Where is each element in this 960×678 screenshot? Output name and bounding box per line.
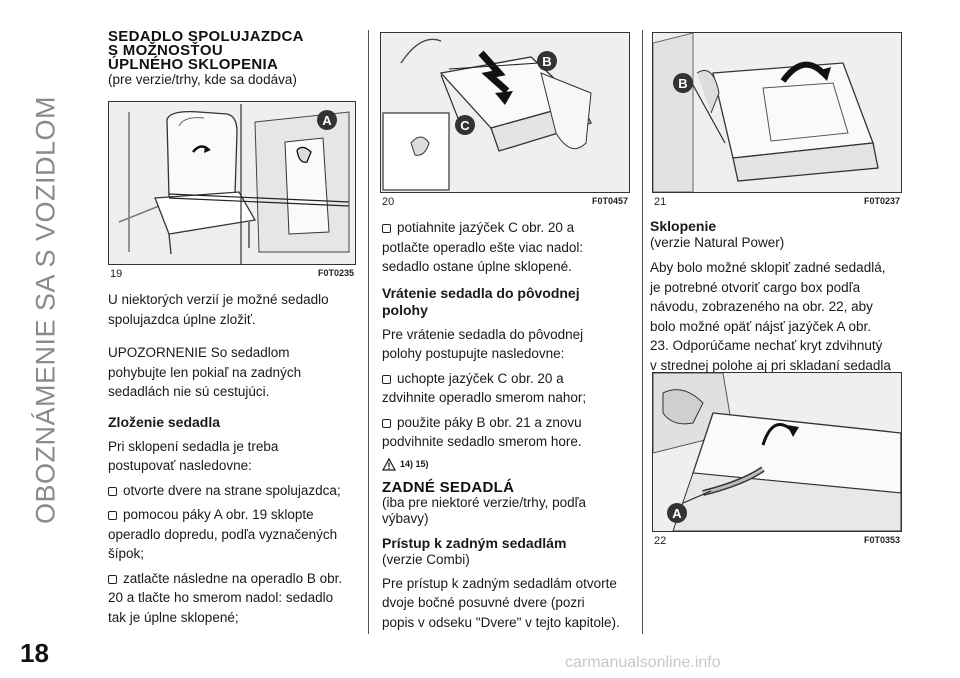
list-item: pomocou páky A obr. 19 sklopte	[108, 505, 366, 525]
side-chapter-title	[26, 30, 66, 590]
paragraph-line: v strednej polohe aj pri skladaní sedadla	[650, 357, 891, 373]
list-item: otvorte dvere na strane spolujazdca;	[108, 481, 366, 501]
list-item: zatlačte následne na operadlo B obr.	[108, 569, 366, 589]
section-heading-line: ÚPLNÉHO SKLOPENIA	[108, 56, 279, 73]
subsection-subtitle: (verzie Combi)	[382, 551, 470, 567]
figure-code: F0T0353	[863, 535, 900, 545]
bullet-icon	[382, 224, 391, 233]
column-3-body	[650, 218, 950, 375]
paragraph-line: Pre vrátenie sedadla do pôvodnej	[382, 326, 584, 342]
figure-code: F0T0237	[863, 196, 900, 206]
callout-a: A	[322, 113, 332, 128]
warning-icon	[382, 458, 396, 471]
list-item-line: podvihnite sedadlo smerom hore.	[382, 434, 582, 449]
seat-fold-illustration	[381, 33, 629, 192]
callout-a: A	[672, 506, 682, 521]
callout-c: C	[460, 118, 470, 133]
section-heading-line: SEDADLO SPOLUJAZDCA	[108, 28, 304, 45]
bullet-icon	[382, 419, 391, 428]
subsection-title: Zloženie sedadla	[108, 413, 221, 430]
list-item: použite páky B obr. 21 a znovu	[382, 413, 634, 433]
column-1	[108, 30, 356, 88]
watermark: carmanualsonline.info	[565, 654, 721, 671]
paragraph-line: návodu, zobrazeného na obr. 22, aby	[650, 299, 873, 314]
cargo-box-illustration	[653, 373, 901, 531]
paragraph-line: Pre prístup k zadným sedadlám otvorte	[382, 575, 617, 591]
figure-code: F0T0457	[591, 196, 628, 206]
figure-22	[652, 372, 902, 532]
paragraph-line: spolujazdca úplne zložiť.	[108, 311, 256, 327]
figure-number: 20	[382, 196, 395, 208]
paragraph-line: polohy postupujte nasledovne:	[382, 346, 565, 361]
figure-19	[108, 101, 356, 265]
paragraph-line: popis v odseku "Dvere" v tejto kapitole).	[382, 614, 620, 630]
figure-20	[380, 32, 630, 193]
paragraph-line: sedadlách nie sú cestujúci.	[108, 384, 270, 399]
paragraph-line: Aby bolo možné sklopiť zadné sedadlá,	[650, 260, 886, 275]
paragraph-line: U niektorých verzií je možné sedadlo	[108, 292, 329, 307]
paragraph-line: Pri sklopení sedadla je treba	[108, 438, 279, 454]
list-item-line: operadlo dopredu, podľa vyznačených	[108, 526, 338, 542]
paragraph-line: je potrebné otvoriť cargo box podľa	[650, 279, 861, 295]
section-subheading: (iba pre niektoré verzie/trhy, podľa	[382, 494, 587, 510]
warning-refs-text: 14) 15)	[400, 459, 429, 469]
figure-code: F0T0235	[317, 268, 354, 278]
callout-b: B	[678, 76, 688, 91]
list-item-line: sedadlo ostane úplne sklopené.	[382, 259, 572, 274]
paragraph-line: UPOZORNENIE So sedadlom	[108, 345, 290, 360]
paragraph-line: pohybujte len pokiaľ na zadných	[108, 364, 302, 380]
subsection-title: Prístup k zadným sedadlám	[382, 534, 567, 551]
figure-number: 19	[110, 268, 123, 280]
list-item-line: šípok;	[108, 546, 145, 561]
list-item: uchopte jazýček C obr. 20 a	[382, 369, 634, 389]
section-subheading: (pre verzie/trhy, kde sa dodáva)	[108, 72, 297, 87]
column-divider	[368, 30, 369, 634]
list-item-line: potlačte operadlo ešte viac nadol:	[382, 239, 584, 255]
bullet-icon	[108, 575, 117, 584]
paragraph-line: postupovať nasledovne:	[108, 458, 252, 473]
column-divider	[642, 30, 643, 634]
figure-21	[652, 32, 902, 193]
section-heading: ZADNÉ SEDADLÁ	[382, 478, 515, 496]
page-number: 18	[20, 638, 49, 668]
paragraph-line: dvoje bočné posuvné dvere (pozri	[382, 595, 585, 610]
seat-illustration	[109, 102, 355, 264]
bullet-icon	[382, 375, 391, 384]
list-item-line: 20 a tlačte ho smerom nadol: sedadlo	[108, 590, 334, 605]
rear-seat-illustration	[653, 33, 901, 192]
section-heading-line: S MOŽNOSŤOU	[108, 42, 223, 59]
bullet-icon	[108, 487, 117, 496]
paragraph-line: bolo možné opäť nájsť jazýček A obr.	[650, 318, 872, 334]
list-item: potiahnite jazýček C obr. 20 a	[382, 218, 634, 238]
section-subheading: výbavy)	[382, 510, 429, 526]
column-2-body	[382, 218, 634, 632]
subsection-title: polohy	[382, 301, 428, 318]
subsection-subtitle: (verzie Natural Power)	[650, 235, 785, 250]
side-chapter-title-text: OBOZNÁMENIE SA S VOZIDLOM	[30, 95, 61, 525]
figure-number: 21	[654, 196, 667, 208]
list-item-line: tak je úplne sklopené;	[108, 609, 239, 625]
bullet-icon	[108, 511, 117, 520]
warning-reference	[382, 458, 634, 471]
list-item-line: zdvihnite operadlo smerom nahor;	[382, 390, 587, 405]
callout-b: B	[542, 54, 552, 69]
subsection-title: Vrátenie sedadla do pôvodnej	[382, 284, 580, 301]
column-1-body	[108, 290, 366, 627]
paragraph-line: 23. Odporúčame nechať kryt zdvihnutý	[650, 338, 883, 353]
figure-number: 22	[654, 535, 667, 547]
subsection-title: Sklopenie	[650, 218, 717, 234]
